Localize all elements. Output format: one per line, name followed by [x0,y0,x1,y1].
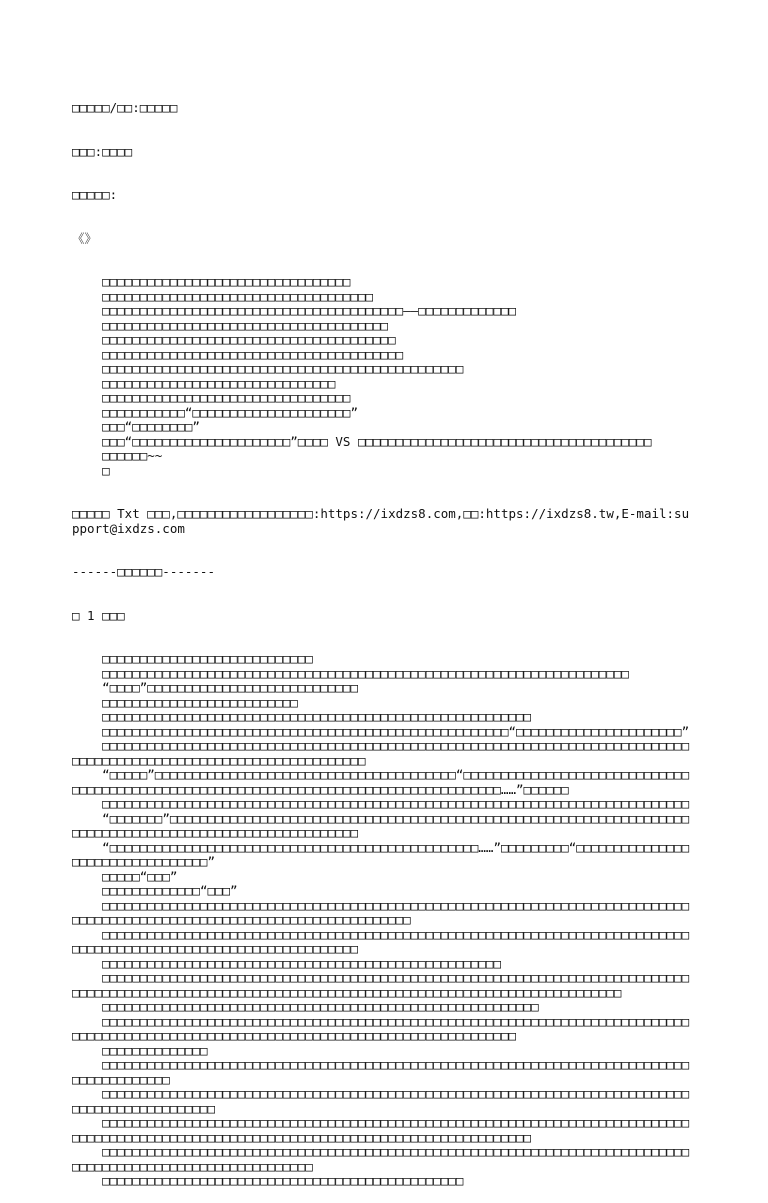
paragraph-line: □□□□□□□□□□□□□□□□□□□□□□□□□□□□ [72,651,313,666]
paragraph-line: □□□□□□□□□□□□□□□□□□□□□□□□□□□□□□□□□□□□□□□□□□□□□□□□□□□□□□□□□□□□□□□□□□□□□□□□□□□□□□□□□□□□□□□□□□□□□□□□□□□□□□□□□□□□□□ [72,1144,690,1174]
paragraph-line: □□□□□□□□□□□□□“□□□” [72,883,238,898]
intro-line: □□□□□□□□□□□□□□□□□□□□□□□□□□□□□□□□□□□□□□□□ [72,346,404,362]
intro-line: □□□□□□□□□□□□□□□□□□□□□□□□□□□□□□□□□ [72,390,351,405]
intro-line: □ [72,462,110,478]
intro-block [72,275,694,478]
paragraph-line: □□□□□□□□□□□□□□□□□□□□□□□□□□□□□□□□□□□□□□□□□□□□□□□□□□□□□ [72,955,501,971]
paragraph-line: “□□□□□”□□□□□□□□□□□□□□□□□□□□□□□□□□□□□□□□□□□□□□□□“□□□□□□□□□□□□□□□□□□□□□□□□□□□□□□□□□□□□□□□□□□□□□□□□□□□□□□□□□□□□□□□□□□□□□□□□□□□□□□□□□□□□□□□……”□□□□□□ [72,767,690,797]
paragraph-line: □□□□□□□□□□□□□□□□□□□□□□□□□□□□□□□□□□□□□□□□□□□□□□□□□□□□□□□□□□□□□□□□□□□□□□□□□□□□□□□□□□□□□□□□□□□□□□□□□□□□□□□□□□□□□□□□□□□□ [72,926,690,956]
paragraph-line: □□□□□□□□□□□□□□□□□□□□□□□□□□ [72,694,298,710]
paragraph-line: “□□□□□□□□□□□□□□□□□□□□□□□□□□□□□□□□□□□□□□□□□□□□□□□□□……”□□□□□□□□□“□□□□□□□□□□□□□□□□□□□□□□□□□□□□□□□□□” [72,839,690,869]
chapter-body [72,652,694,1189]
paragraph-line: “□□□□”□□□□□□□□□□□□□□□□□□□□□□□□□□□□ [72,680,358,695]
header-line-1: □□□□□/□□:□□□□□ [72,100,178,115]
paragraph-line: □□□□□□□□□□□□□□□□□□□□□□□□□□□□□□□□□□□□□□□□□□□□□□□□□□□□□□□□□□□□□□□□□□□□□□□□□□□□□□□□□□□□□□□□□□□□□□□□□□□□□□□□□□□□□□□□□□□□□□□□□□□ [72,897,690,927]
paragraph-line: □□□□□□□□□□□□□□□□□□□□□□□□□□□□□□□□□□□□□□□□□□□□□□□□□□□□□□□□□□□□□□□□□□□□□□ [72,665,629,681]
paragraph-line: □□□□□□□□□□□□□□□□□□□□□□□□□□□□□□□□□□□□□□□□□□□□□□□□□□□□□□□□□□□□□□□□□□□□□□□□□□□□□□□□□□□□□□□□□□□□□□□□□□□□□□□□□□□□□□□□□□□□□□□□□□□□□□□□□□□□□□□□□□□□□□□□□□□□□□□ [72,970,690,1000]
header-line-4: 《》 [72,230,98,246]
intro-line: □□□□□□□□□□□□□□□□□□□□□□□□□□□□□□□□□□□□□□ [72,317,389,333]
paragraph-line: □□□□□□□□□□□□□□□□□□□□□□□□□□□□□□□□□□□□□□□□□□□□□□□□□□□□□□□□□□□□□□□□□□□□□□□□□□□□□□□□□□□□□□□□□□□ [72,1057,690,1087]
intro-line: □□□□□□□□□□□“□□□□□□□□□□□□□□□□□□□□□” [72,404,358,420]
document-page [72,72,694,1203]
intro-line: □□□□□□□□□□□□□□□□□□□□□□□□□□□□□□□□□ [72,274,351,289]
paragraph-line: □□□□□□□□□□□□□□ [72,1042,208,1058]
paragraph-line: □□□□□□□□□□□□□□□□□□□□□□□□□□□□□□□□□□□□□□□□□□□□□□□□□□□□□□□□□□□□□□□□□□□□□□□□□□□□□□□□□□□□□□□□□□□□□□□□□ [72,1086,690,1116]
intro-line: □□□□□□~~ [72,448,163,463]
paragraph-line: □□□□□□□□□□□□□□□□□□□□□□□□□□□□□□□□□□□□□□□□□□□□□□□□□□□□□□□□□□□□□□□□□□□□□□□□□□□□□□ [72,796,690,811]
intro-line: □□□□□□□□□□□□□□□□□□□□□□□□□□□□□□□□□□□□□□□□□□□□□□□□ [72,361,464,376]
paragraph-line: “□□□□□□□”□□□□□□□□□□□□□□□□□□□□□□□□□□□□□□□□□□□□□□□□□□□□□□□□□□□□□□□□□□□□□□□□□□□□□□□□□□□□□□□□□□□□□□□□□□□□□□□□□□□□□□□□□□□ [72,810,690,840]
paragraph-line: □□□□□□□□□□□□□□□□□□□□□□□□□□□□□□□□□□□□□□□□□□□□□□□□□□□□□□□□□ [72,709,532,724]
intro-line: □□□“□□□□□□□□□□□□□□□□□□□□□”□□□□ VS □□□□□□□□□□□□□□□□□□□□□□□□□□□□□□□□□□□□□□□ [72,433,652,449]
paragraph-line: □□□□□□□□□□□□□□□□□□□□□□□□□□□□□□□□□□□□□□□□□□□□□□□□ [72,1173,464,1188]
intro-line: □□□□□□□□□□□□□□□□□□□□□□□□□□□□□□□ [72,375,336,391]
paragraph-line: □□□□□□□□□□□□□□□□□□□□□□□□□□□□□□□□□□□□□□□□□□□□□□□□□□□□□□□□□□ [72,999,539,1014]
header-line-2: □□□:□□□□ [72,143,133,159]
intro-line: □□□“□□□□□□□□” [72,419,200,434]
intro-line: □□□□□□□□□□□□□□□□□□□□□□□□□□□□□□□□□□□□ [72,288,374,304]
header-line-3: □□□□□: [72,187,118,202]
paragraph-line: □□□□□□□□□□□□□□□□□□□□□□□□□□□□□□□□□□□□□□□□□□□□□□□□□□□□□□“□□□□□□□□□□□□□□□□□□□□□□” [72,723,690,739]
intro-line: □□□□□□□□□□□□□□□□□□□□□□□□□□□□□□□□□□□□□□□ [72,332,396,347]
paragraph-line: □□□□□“□□□” [72,868,178,884]
paragraph-line: □□□□□□□□□□□□□□□□□□□□□□□□□□□□□□□□□□□□□□□□□□□□□□□□□□□□□□□□□□□□□□□□□□□□□□□□□□□□□□□□□□□□□□□□□□□□□□□□□□□□□□□□□□□□□□□□□□□□□□□□□□□□□□□□□□□□□□□□□ [72,1013,690,1043]
paragraph-line: □□□□□□□□□□□□□□□□□□□□□□□□□□□□□□□□□□□□□□□□□□□□□□□□□□□□□□□□□□□□□□□□□□□□□□□□□□□□□□□□□□□□□□□□□□□□□□□□□□□□□□□□□□□□□□□□□□□□□□□□□□□□□□□□□□□□□□□□□□□ [72,1115,690,1145]
source-notice: □□□□□ Txt □□□,□□□□□□□□□□□□□□□□□□:https://ixdzs8.com,□□:https://ixdzs8.tw,E-mail:support@ixdzs.com [72,506,690,536]
divider: ------□□□□□□------- [72,564,215,579]
intro-line: □□□□□□□□□□□□□□□□□□□□□□□□□□□□□□□□□□□□□□□□——□□□□□□□□□□□□□ [72,303,517,318]
chapter-title: □ 1 □□□ [72,607,125,623]
paragraph-line: □□□□□□□□□□□□□□□□□□□□□□□□□□□□□□□□□□□□□□□□□□□□□□□□□□□□□□□□□□□□□□□□□□□□□□□□□□□□□□□□□□□□□□□□□□□□□□□□□□□□□□□□□□□□□□□□□□□□□ [72,738,690,768]
